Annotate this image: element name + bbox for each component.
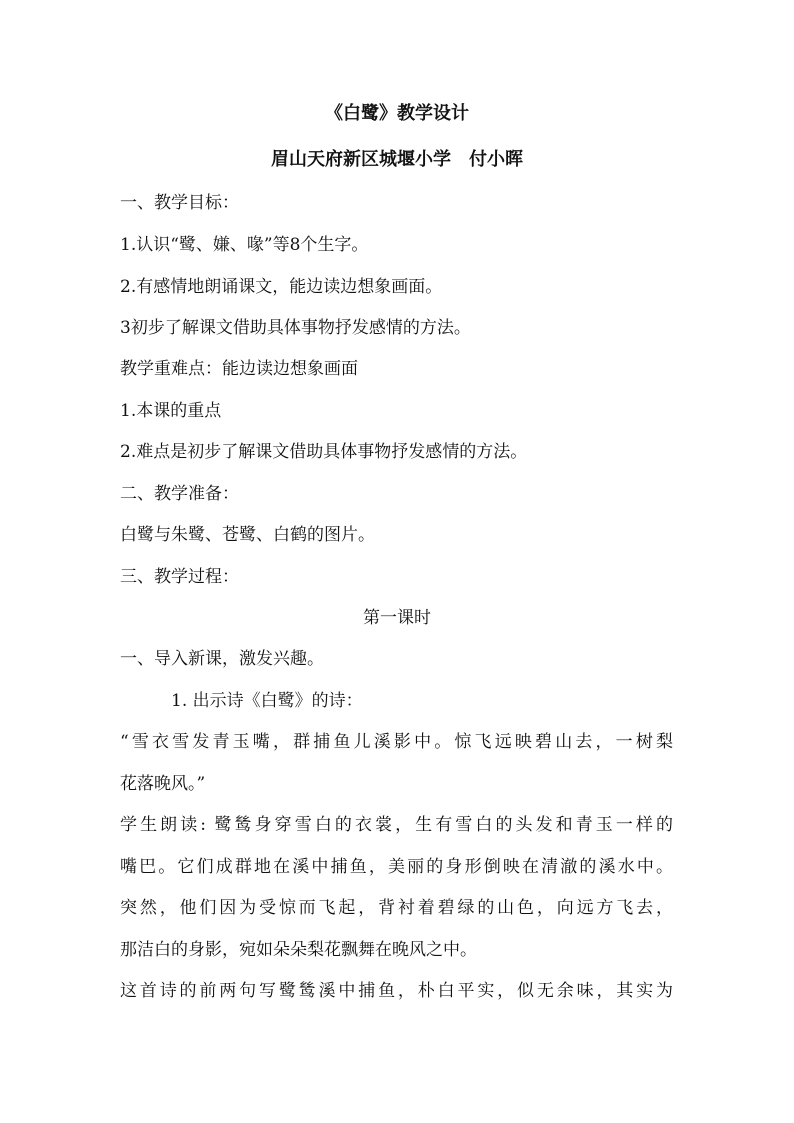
goal-item-2: 2.有感情地朗诵课文，能边读边想象画面。 [120,277,443,297]
document-title: 《白鹭》教学设计 [325,103,469,124]
lesson-title: 第一课时 [363,608,431,628]
reading-line-4: 那洁白的身影，宛如朵朵梨花飘舞在晚风之中。 [120,940,477,960]
preparation-text: 白鹭与朱鹭、苍鹭、白鹤的图片。 [120,525,375,545]
poem-line-1: “雪衣雪发青玉嘴，群捕鱼儿溪影中。惊飞远映碧山去，一树梨 [120,732,673,752]
analysis-line-1: 这首诗的前两句写鹭鸶溪中捕鱼，朴白平实，似无余味，其实为 [120,981,673,1001]
key-points-heading: 教学重难点：能边读边想象画面 [120,359,358,379]
reading-line-1: 学生朗读: 鹭鸶身穿雪白的衣裳，生有雪白的头发和青玉一样的 [120,815,673,835]
reading-line-2: 嘴巴。它们成群地在溪中捕鱼，美丽的身形倒映在清澈的溪水中。 [120,857,673,877]
step-heading-1: 一、导入新课，激发兴趣。 [120,649,324,669]
step-item-1: 1. 出示诗《白鹭》的诗： [171,691,363,711]
goal-item-1: 1.认识“鹭、嫌、喙”等8个生字。 [120,235,369,255]
section-heading-preparation: 二、教学准备： [120,484,239,504]
section-heading-process: 三、教学过程： [120,567,239,587]
author-line: 眉山天府新区城堰小学 付小晖 [271,149,523,170]
reading-line-3: 突然，他们因为受惊而飞起，背衬着碧绿的山色，向远方飞去， [120,898,673,918]
key-point-1: 1.本课的重点 [120,401,222,421]
poem-line-2: 花落晚风。” [120,774,206,794]
key-point-2: 2.难点是初步了解课文借助具体事物抒发感情的方法。 [120,442,528,462]
section-heading-goals: 一、教学目标： [120,193,239,213]
goal-item-3: 3初步了解课文借助具体事物抒发感情的方法。 [120,318,471,338]
